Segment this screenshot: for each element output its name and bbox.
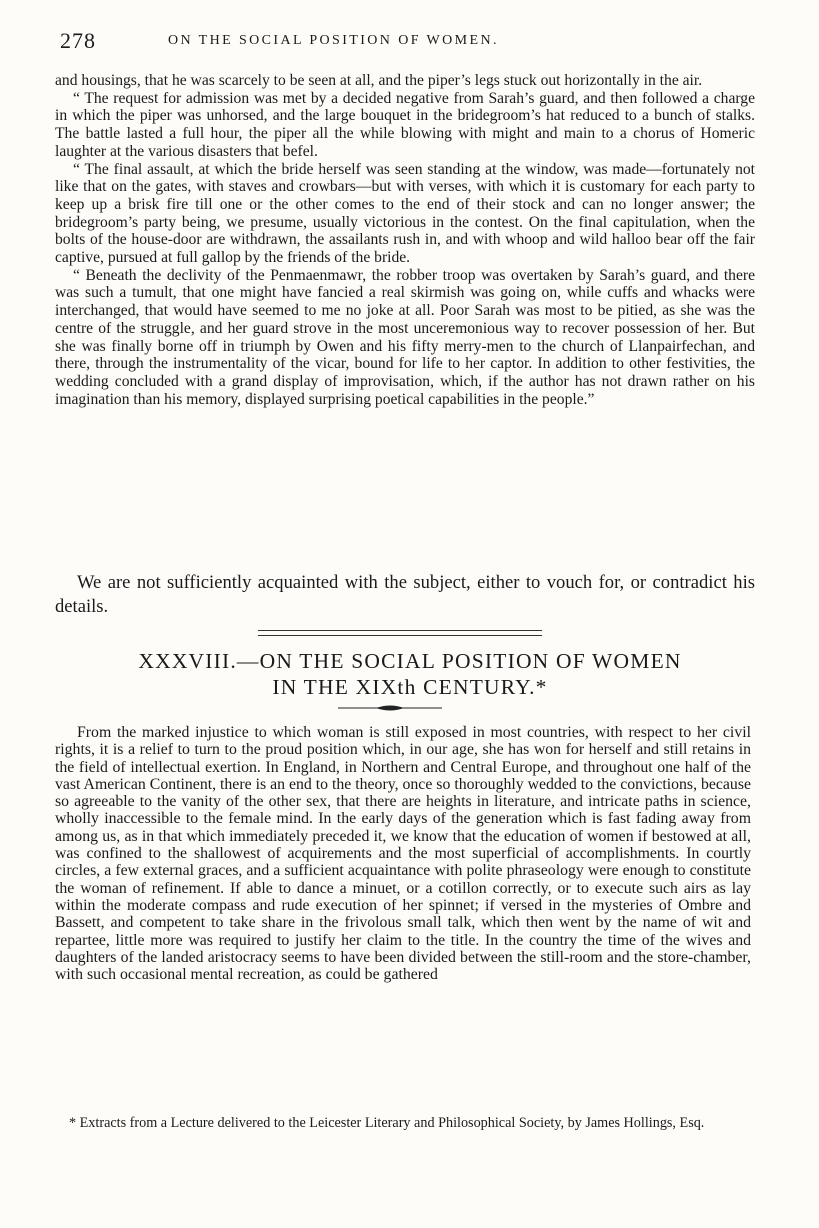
running-title: ON THE SOCIAL POSITION OF WOMEN. bbox=[168, 33, 499, 48]
page-number: 278 bbox=[60, 28, 96, 53]
page-header bbox=[60, 28, 760, 54]
section-divider bbox=[258, 630, 542, 636]
quote-paragraph: “ The final assault, at which the bride herself was seen standing at the window, was made—fortunately not like that on the gates, with staves and crowbars—but with verses, with which it is customary for each party to keep up a brisk fire till one or the other comes to the end of their stock and can no longer answer; the bridegroom’s party being, we presume, usually victorious in the contest. On the final capitulation, when the bolts of the house-door are withdrawn, the assailants rush in, and with whoop and wild halloo bear off the fair captive, pursued at full gallop by the friends of the bride. bbox=[55, 160, 755, 267]
ornament-rule bbox=[338, 703, 442, 713]
footnote: * Extracts from a Lecture delivered to the Leicester Literary and Philosophical Society, by James Hollings, Esq. bbox=[69, 1115, 705, 1131]
quoted-passage bbox=[55, 72, 755, 408]
body-paragraph: From the marked injustice to which woman is still exposed in most countries, with respect to her civil rights, it is a relief to turn to the proud position which, in our age, she has won for herself and still retains in the field of intellectual exertion. In England, in Northern and Central Europe, and throughout one half of the vast American Continent, there is an end to the theory, once so thoroughly wedded to the convictions, because so agreeable to the vanity of the other sex, that there are heights in literature, and intricate paths in science, wholly inaccessible to the female mind. In the early days of the generation which is fast fading away from among us, as in that which immediately preceded it, we know that the education of women if bestowed at all, was confined to the shallowest of acquirements and the most superficial of accomplishments. In courtly circles, a few external graces, and a sufficient acquaintance with polite phraseology were enough to constitute the woman of refinement. If able to dance a minuet, or a cotillon correctly, or to execute such airs as lay within the moderate compass and rude execution of her spinnet; if versed in the mysteries of Ombre and Bassett, and competent to take share in the frivolous small talk, which then went by the name of wit and repartee, little more was required to justify her claim to the title. In the country the time of the wives and daughters of the landed aristocracy seems to have been divided between the still-room and the store-chamber, with such occasional mental recreation, as could be gathered bbox=[55, 724, 751, 984]
quote-paragraph: “ The request for admission was met by a decided negative from Sarah’s guard, and then followed a charge in which the piper was unhorsed, and the large bouquet in the bridegroom’s hat reduced to a bunch of stalks. The battle lasted a full hour, the piper all the while blowing with might and main to a chorus of Homeric laughter at the various disasters that befel. bbox=[55, 89, 755, 160]
quote-paragraph: “ Beneath the declivity of the Penmaenmawr, the robber troop was overtaken by Sarah’s guard, and there was such a tumult, that one might have fancied a real skirmish was going on, while cuffs and whacks were interchanged, that would have seemed to me no joke at all. Poor Sarah was most to be pitied, as she was the centre of the struggle, and her guard strove in the most unceremonious way to recover possession of her. But she was finally borne off in triumph by Owen and his fifty merry-men to the church of Llanpairfechan, and there, through the instrumentality of the vicar, bound for life to her captor. In addition to other festivities, the wedding concluded with a grand display of improvisation, which, if the author has not drawn rather on his imagination than his memory, displayed surprising poetical capabilities in the people.” bbox=[55, 266, 755, 408]
quote-paragraph: and housings, that he was scarcely to be seen at all, and the piper’s legs stuck out horizontally in the air. bbox=[55, 72, 703, 89]
chapter-title-line-2: IN THE XIXth CENTURY.* bbox=[272, 675, 548, 699]
chapter-title bbox=[55, 648, 765, 700]
editor-comment: We are not sufficiently acquainted with the subject, either to vouch for, or contradict his details. bbox=[55, 572, 755, 617]
chapter-title-line-1: XXXVIII.—ON THE SOCIAL POSITION OF WOMEN bbox=[138, 649, 682, 673]
